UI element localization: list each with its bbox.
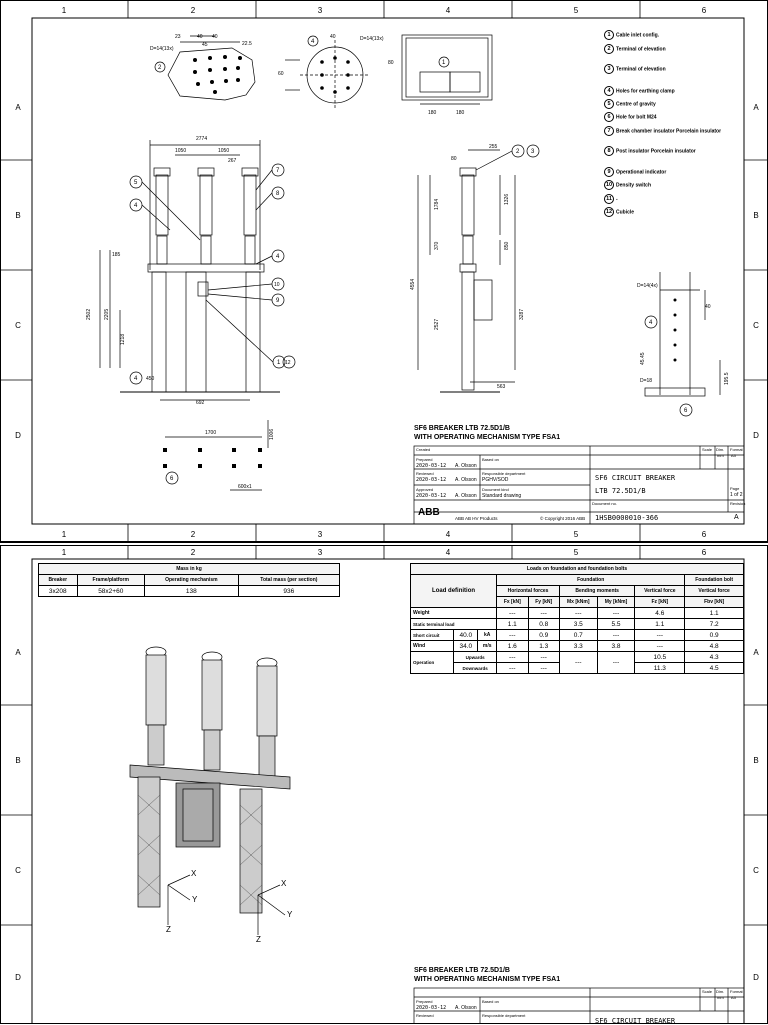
row-label-c-right: C bbox=[753, 321, 759, 330]
tb-approved-date: 2020-03-12 bbox=[416, 493, 447, 499]
tb-resp-dept-label: Responsible department bbox=[482, 471, 526, 476]
tb-title: SF6 CIRCUIT BREAKER bbox=[595, 474, 676, 482]
loads-cell: 4.5 bbox=[685, 663, 744, 674]
col-label-3-bottom: 3 bbox=[317, 530, 323, 539]
loads-row-extra2: m/s bbox=[478, 641, 497, 652]
loads-table bbox=[410, 563, 744, 674]
callout-5-front: 5 bbox=[134, 180, 138, 186]
dim-80-side: 80 bbox=[451, 156, 457, 162]
legend-num: 7 bbox=[604, 126, 614, 136]
callout-9-front: 9 bbox=[276, 298, 280, 304]
dim-d18: D=18 bbox=[640, 378, 653, 384]
dim-1326: 1326 bbox=[504, 193, 510, 205]
loads-cell: 3.8 bbox=[597, 641, 635, 652]
legend-text: Cable inlet config. bbox=[616, 32, 660, 39]
loads-title: Loads on foundation and foundation bolts bbox=[411, 564, 744, 575]
table-row bbox=[411, 652, 744, 663]
loads-unit-mx: Mx [kNm] bbox=[559, 597, 597, 608]
loads-cell: 0.8 bbox=[528, 619, 559, 630]
s2-tb-based-on-label: Based on bbox=[482, 999, 499, 1004]
loads-unit-my: My [kNm] bbox=[597, 597, 635, 608]
tb-revision: A bbox=[734, 514, 739, 521]
tb-doc-kind-label: Document kind bbox=[482, 487, 509, 492]
s2-col-label-5: 5 bbox=[573, 548, 579, 557]
s2-row-label-a-right: A bbox=[753, 648, 759, 657]
tb-sheet-label: Page bbox=[730, 486, 740, 491]
legend-text: Operational indicator bbox=[616, 169, 667, 176]
cabinet-top-view bbox=[402, 35, 492, 104]
loads-foundation: Foundation bbox=[497, 575, 685, 586]
col-label-5-bottom: 5 bbox=[573, 530, 579, 539]
loads-cell: 0.9 bbox=[685, 630, 744, 641]
dim-370: 370 bbox=[434, 241, 440, 250]
loads-row-extra1: Upwards bbox=[454, 652, 497, 663]
loads-unit-fx: Fx [kN] bbox=[497, 597, 528, 608]
callout-2-side: 2 bbox=[516, 149, 520, 155]
row-label-d-right: D bbox=[753, 431, 759, 440]
callout-6-foot: 6 bbox=[684, 408, 688, 414]
round-terminal-detail bbox=[285, 36, 370, 110]
dim-2527: 2527 bbox=[434, 318, 440, 330]
callout-4-foot: 4 bbox=[649, 320, 653, 326]
table-row bbox=[411, 630, 744, 641]
tb-copyright: © Copyright 2016 ABB bbox=[540, 516, 586, 521]
legend-num: 8 bbox=[604, 146, 614, 156]
legend-text: Cubicle bbox=[616, 209, 635, 216]
legend-num: 12 bbox=[605, 209, 613, 215]
dim-4545: 45.45 bbox=[640, 352, 646, 365]
loads-cell: --- bbox=[497, 608, 528, 619]
sheet1-title-line1: SF6 BREAKER LTB 72.5D1/B bbox=[414, 425, 510, 432]
callout-3-side: 3 bbox=[531, 149, 535, 155]
s2-col-label-4: 4 bbox=[445, 548, 451, 557]
col-label-1-bottom: 1 bbox=[61, 530, 67, 539]
tb-revision-label: Revision bbox=[730, 501, 746, 506]
sheet2-title-line1: SF6 BREAKER LTB 72.5D1/B bbox=[414, 967, 510, 974]
loads-row-label: Static terminal load bbox=[411, 619, 497, 630]
loads-unit-fz: Fz [kN] bbox=[635, 597, 685, 608]
mass-header-frame: Frame/platform bbox=[77, 575, 144, 586]
dim-40b: 40 bbox=[212, 34, 218, 40]
loads-cell: 1.6 bbox=[497, 641, 528, 652]
col-label-5: 5 bbox=[573, 6, 579, 15]
s2-tb-title: SF6 CIRCUIT BREAKER bbox=[595, 1017, 676, 1025]
s2-row-label-d: D bbox=[15, 973, 21, 982]
legend-item-10 bbox=[604, 180, 651, 190]
dim-600x1: 600x1 bbox=[238, 484, 252, 490]
axis-z-2: Z bbox=[256, 935, 261, 944]
legend-item-1 bbox=[604, 30, 659, 40]
tb-format-label: Format bbox=[730, 447, 743, 452]
tb-doc-kind: Standard drawing bbox=[482, 493, 522, 499]
dim-1700: 1700 bbox=[205, 430, 217, 436]
loads-bending-moments: Bending moments bbox=[559, 586, 634, 597]
dim-3287: 3287 bbox=[519, 308, 525, 320]
s2-tb-format: A3 bbox=[731, 995, 736, 1000]
loads-cell: --- bbox=[528, 608, 559, 619]
legend-item-2 bbox=[604, 44, 666, 54]
dim-180b: 180 bbox=[456, 110, 465, 116]
callout-2-label: 2 bbox=[158, 65, 162, 71]
dim-d14-13x-b: D=14(13x) bbox=[360, 36, 384, 42]
row-label-b-right: B bbox=[753, 211, 759, 220]
loads-unit-fbv: Fbv [kN] bbox=[685, 597, 744, 608]
dim-185: 185 bbox=[112, 252, 121, 258]
dim-2774: 2774 bbox=[196, 136, 208, 142]
callout-10-front: 10 bbox=[274, 282, 280, 288]
tb-prepared-by: A. Olsson bbox=[455, 463, 477, 469]
dim-d14-4x: D=14(4x) bbox=[637, 283, 658, 289]
s2-row-label-a: A bbox=[15, 648, 21, 657]
tb-docno: 1HSB0000010-366 bbox=[595, 514, 659, 522]
tb-title2: LTB 72.5D1/B bbox=[595, 487, 646, 495]
callout-1-cabinet: 1 bbox=[442, 60, 446, 66]
dim-225: 22.5 bbox=[242, 41, 252, 47]
dim-40-foot: 40 bbox=[705, 304, 711, 310]
loads-cell: --- bbox=[559, 608, 597, 619]
loads-cell: 1.1 bbox=[635, 619, 685, 630]
legend-num: 6 bbox=[604, 112, 614, 122]
tb-approved-by: A. Olsson bbox=[455, 493, 477, 499]
tb-resp-dept: PGHV/SOD bbox=[482, 477, 509, 483]
s2-tb-scale-label: Scale bbox=[702, 989, 713, 994]
dim-180a: 180 bbox=[428, 110, 437, 116]
s2-tb-prepared-date: 2020-03-12 bbox=[416, 1005, 447, 1011]
legend-item-7 bbox=[604, 126, 724, 136]
tb-dim: mm bbox=[717, 453, 724, 458]
loads-cell: --- bbox=[497, 663, 528, 674]
loads-load-definition: Load definition bbox=[411, 575, 497, 608]
abb-logo: ABB bbox=[418, 507, 440, 518]
s2-row-label-c-right: C bbox=[753, 866, 759, 875]
loads-cell: 5.5 bbox=[597, 619, 635, 630]
s2-col-label-6: 6 bbox=[701, 548, 707, 557]
legend-text: Centre of gravity bbox=[616, 101, 656, 108]
dim-1050b: 1050 bbox=[218, 148, 230, 154]
loads-vertical-force: Vertical force bbox=[635, 586, 685, 597]
dim-1050a: 1050 bbox=[175, 148, 187, 154]
loads-cell: 10.5 bbox=[635, 652, 685, 663]
col-label-4-bottom: 4 bbox=[445, 530, 451, 539]
side-elevation-view bbox=[418, 145, 539, 392]
dim-2502: 2502 bbox=[86, 308, 92, 320]
dim-4554: 4554 bbox=[410, 278, 416, 290]
dim-40a: 40 bbox=[197, 34, 203, 40]
tb-created-label: Created bbox=[416, 447, 431, 452]
dim-d14-13x: D=14(13x) bbox=[150, 46, 174, 52]
s2-col-label-3: 3 bbox=[317, 548, 323, 557]
legend-text: Holes for earthing clamp bbox=[616, 88, 675, 95]
legend-num: 11 bbox=[604, 194, 614, 204]
axis-y-1: Y bbox=[192, 895, 198, 904]
col-label-3: 3 bbox=[317, 6, 323, 15]
legend-num: 9 bbox=[604, 167, 614, 177]
table-row bbox=[411, 608, 744, 619]
mass-header-mechanism: Operating mechanism bbox=[144, 575, 238, 586]
row-label-a: A bbox=[15, 103, 21, 112]
mass-cell-breaker: 3x208 bbox=[39, 586, 78, 597]
row-label-c: C bbox=[15, 321, 21, 330]
loads-cell: --- bbox=[559, 652, 597, 674]
legend-item-3 bbox=[604, 64, 666, 74]
foot-detail-view bbox=[645, 272, 720, 416]
loads-cell: --- bbox=[597, 608, 635, 619]
axis-x-2: X bbox=[281, 879, 287, 888]
tb-company-line: ABB AB HV Products bbox=[455, 516, 498, 521]
col-label-2: 2 bbox=[190, 6, 196, 15]
legend-num: 3 bbox=[604, 64, 614, 74]
legend-num: 1 bbox=[604, 30, 614, 40]
loads-row-label: Operation bbox=[411, 652, 454, 674]
callout-6-plan: 6 bbox=[170, 476, 174, 482]
col-label-4: 4 bbox=[445, 6, 451, 15]
loads-row-label: Short circuit bbox=[411, 630, 454, 641]
s2-tb-format-label: Format bbox=[730, 989, 743, 994]
loads-cell: --- bbox=[528, 652, 559, 663]
s2-row-label-c: C bbox=[15, 866, 21, 875]
legend-text: Terminal of elevation bbox=[616, 46, 666, 53]
legend-text: Hole for bolt M24 bbox=[616, 114, 657, 121]
axis-y-2: Y bbox=[287, 910, 293, 919]
s2-tb-resp-dept-label: Responsible department bbox=[482, 1013, 526, 1018]
mass-table-title: Mass in kg bbox=[39, 564, 340, 575]
callout-4-right-front: 4 bbox=[276, 254, 280, 260]
title-block-1 bbox=[414, 446, 744, 524]
legend-text: Break chamber insulator Porcelain insulator bbox=[616, 128, 722, 135]
loads-horizontal-forces: Horizontal forces bbox=[497, 586, 560, 597]
s2-row-label-b: B bbox=[15, 756, 21, 765]
legend-text: Post insulator Porcelain insulator bbox=[616, 148, 696, 155]
callout-12-front: 12 bbox=[285, 360, 291, 366]
loads-row-label: Wind bbox=[411, 641, 454, 652]
isometric-breaker-view bbox=[130, 647, 293, 935]
legend-item-5 bbox=[604, 99, 656, 109]
table-row bbox=[411, 641, 744, 652]
legend-num: 4 bbox=[604, 86, 614, 96]
dim-450: 450 bbox=[146, 376, 155, 382]
sheet2-title-line2: WITH OPERATING MECHANISM TYPE FSA1 bbox=[414, 976, 561, 983]
loads-row-extra1: 40.0 bbox=[454, 630, 478, 641]
axis-x-1: X bbox=[191, 869, 197, 878]
tb-approved-label: Approved bbox=[416, 487, 434, 492]
tb-format: A3 bbox=[731, 453, 736, 458]
dim-1955: 195.5 bbox=[724, 372, 730, 385]
tb-prepared-date: 2020-03-12 bbox=[416, 463, 447, 469]
loads-cell: 7.2 bbox=[685, 619, 744, 630]
s2-col-label-2: 2 bbox=[190, 548, 196, 557]
legend-item-9 bbox=[604, 167, 666, 177]
dim-850: 850 bbox=[504, 241, 510, 250]
col-label-1: 1 bbox=[61, 6, 67, 15]
loads-cell: 1.3 bbox=[528, 641, 559, 652]
loads-cell: --- bbox=[497, 652, 528, 663]
legend-text: Density switch bbox=[616, 182, 652, 189]
dim-r40: 80 bbox=[388, 60, 394, 66]
loads-cell: 4.6 bbox=[635, 608, 685, 619]
legend-item-8 bbox=[604, 146, 724, 156]
callout-8-front: 8 bbox=[276, 191, 280, 197]
mass-header-total: Total mass (per section) bbox=[238, 575, 339, 586]
legend-text: Terminal of elevation bbox=[616, 66, 666, 73]
s2-row-label-b-right: B bbox=[753, 756, 759, 765]
loads-cell: 4.8 bbox=[685, 641, 744, 652]
dim-1784: 1784 bbox=[434, 198, 440, 210]
loads-row-extra1: 34.0 bbox=[454, 641, 478, 652]
s2-row-label-d-right: D bbox=[753, 973, 759, 982]
loads-row-label: Weight bbox=[411, 608, 497, 619]
loads-cell: --- bbox=[528, 663, 559, 674]
callout-4-front: 4 bbox=[134, 203, 138, 209]
legend-text: - bbox=[616, 196, 618, 203]
mass-table bbox=[38, 563, 340, 597]
tb-sheet: 1 of 2 bbox=[730, 492, 743, 498]
legend-num: 2 bbox=[604, 44, 614, 54]
col-label-2-bottom: 2 bbox=[190, 530, 196, 539]
loads-cell: --- bbox=[635, 641, 685, 652]
dim-2205: 2205 bbox=[104, 308, 110, 320]
loads-cell: 0.7 bbox=[559, 630, 597, 641]
loads-cell: 1.1 bbox=[685, 608, 744, 619]
legend-item-4 bbox=[604, 86, 675, 96]
loads-unit-fy: Fy [kN] bbox=[528, 597, 559, 608]
sheet1-title-line2: WITH OPERATING MECHANISM TYPE FSA1 bbox=[414, 434, 561, 441]
legend-num: 10 bbox=[605, 182, 613, 188]
tb-reviewed-label: Reviewed bbox=[416, 471, 434, 476]
tb-reviewed-date: 2020-03-12 bbox=[416, 477, 447, 483]
mass-cell-mechanism: 138 bbox=[144, 586, 238, 597]
dim-40c: 40 bbox=[330, 34, 336, 40]
dim-692: 692 bbox=[196, 400, 205, 406]
legend-item-6 bbox=[604, 112, 657, 122]
loads-row-extra2: kA bbox=[478, 630, 497, 641]
loads-vertical-force-bolt: Vertical force bbox=[685, 586, 744, 597]
s2-col-label-1: 1 bbox=[61, 548, 67, 557]
mass-header-breaker: Breaker bbox=[39, 575, 78, 586]
dim-60: 60 bbox=[278, 71, 284, 77]
dim-563: 563 bbox=[497, 384, 506, 390]
s2-tb-prepared-by: A. Olsson bbox=[455, 1005, 477, 1011]
loads-cell: --- bbox=[597, 652, 635, 674]
tb-docno-label: Document no. bbox=[592, 501, 617, 506]
loads-cell: 4.3 bbox=[685, 652, 744, 663]
loads-cell: --- bbox=[497, 630, 528, 641]
callout-4-top: 4 bbox=[311, 39, 315, 45]
row-label-b: B bbox=[15, 211, 21, 220]
callout-1-front: 1 bbox=[277, 360, 281, 366]
loads-cell: --- bbox=[597, 630, 635, 641]
row-label-d: D bbox=[15, 431, 21, 440]
loads-cell: 3.5 bbox=[559, 619, 597, 630]
loads-cell: 3.3 bbox=[559, 641, 597, 652]
loads-cell: 11.3 bbox=[635, 663, 685, 674]
dim-1006: 1006 bbox=[269, 428, 275, 440]
loads-row-extra1: Downwards bbox=[454, 663, 497, 674]
tb-based-on-label: Based on bbox=[482, 457, 499, 462]
front-elevation-view bbox=[100, 140, 295, 400]
mass-cell-frame: 58x2+60 bbox=[77, 586, 144, 597]
s2-tb-reviewed-label: Reviewed bbox=[416, 1013, 434, 1018]
tb-scale-label: Scale bbox=[702, 447, 713, 452]
tb-dim-label: Dim. bbox=[716, 447, 725, 452]
legend-num: 5 bbox=[604, 99, 614, 109]
legend-item-11 bbox=[604, 194, 618, 204]
callout-4-bottom-front: 4 bbox=[134, 376, 138, 382]
col-label-6-bottom: 6 bbox=[701, 530, 707, 539]
dim-1218: 1218 bbox=[120, 333, 126, 345]
s2-tb-dim: mm bbox=[717, 995, 724, 1000]
dim-255: 255 bbox=[489, 144, 498, 150]
loads-foundation-bolt: Foundation bolt bbox=[685, 575, 744, 586]
dim-23: 23 bbox=[175, 34, 181, 40]
loads-cell: --- bbox=[635, 630, 685, 641]
legend-item-12 bbox=[604, 207, 634, 217]
s2-tb-dim-label: Dim. bbox=[716, 989, 725, 994]
tb-prepared-label: Prepared bbox=[416, 457, 433, 462]
callout-7-front: 7 bbox=[276, 168, 280, 174]
axis-z-1: Z bbox=[166, 925, 171, 934]
row-label-a-right: A bbox=[753, 103, 759, 112]
table-row bbox=[411, 619, 744, 630]
mass-cell-total: 936 bbox=[238, 586, 339, 597]
loads-cell: 1.1 bbox=[497, 619, 528, 630]
drawing-sheet-2 bbox=[0, 545, 768, 1024]
dim-45: 45 bbox=[202, 42, 208, 48]
col-label-6: 6 bbox=[701, 6, 707, 15]
s2-tb-prepared-label: Prepared bbox=[416, 999, 433, 1004]
dim-267: 267 bbox=[228, 158, 237, 164]
loads-cell: 0.9 bbox=[528, 630, 559, 641]
tb-reviewed-by: A. Olsson bbox=[455, 477, 477, 483]
